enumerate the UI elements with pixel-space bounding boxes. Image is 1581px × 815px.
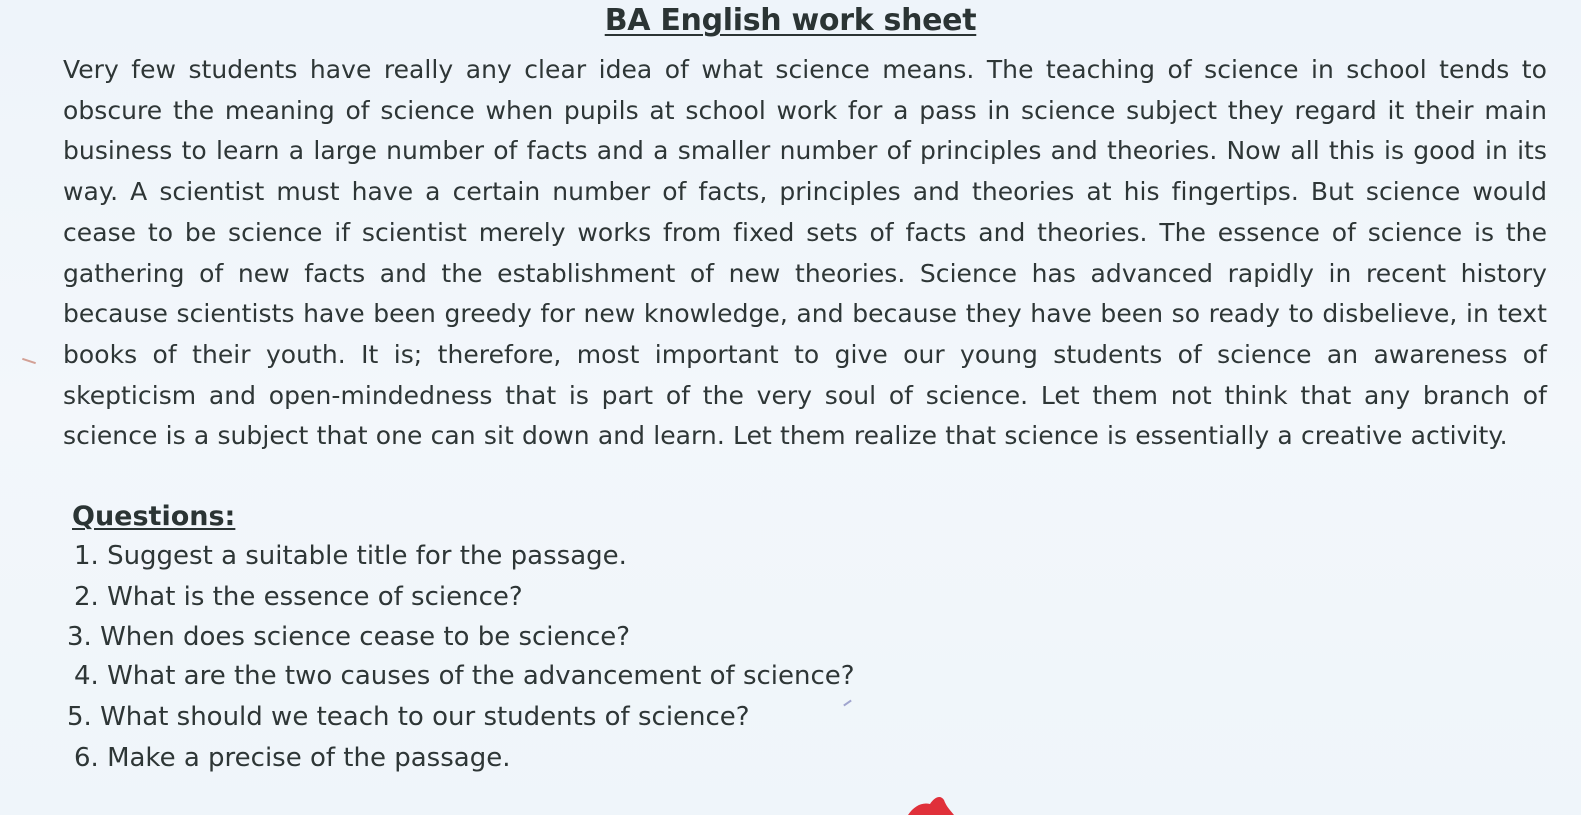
question-item: 3. When does science cease to be science? [67, 622, 631, 652]
reading-passage: Very few students have really any clear idea of what science means. The teaching of science in school tends to obscure the meaning of science when pupils at school work for a pass in science subject they regard it their main business to learn a large number of facts and a smaller number of principles and theories. Now all this is good in its way. A scientist must have a certain number of facts, principles and theories at his fingertips. But science would cease to be science if scientist merely works from fixed sets of facts and theories. The essence of science is the gathering of new facts and the establishment of new theories. Science has advanced rapidly in recent history because scientists have been greedy for new knowledge, and because they have been so ready to disbelieve, in text books of their youth. It is; therefore, most important to give our young students of science an awareness of skepticism and open-mindedness that is part of the very soul of science. Let them not think that any branch of science is a subject that one can sit down and learn. Let them realize that science is essentially a creative activity. [63, 55, 1547, 451]
question-item: 4. What are the two causes of the advancement of science? [74, 661, 855, 691]
question-item: 1. Suggest a suitable title for the passage. [74, 541, 627, 571]
questions-heading: Questions: [72, 501, 236, 532]
question-item: 6. Make a precise of the passage. [74, 743, 511, 773]
pen-mark-left [22, 358, 36, 364]
question-item: 5. What should we teach to our students of science? [67, 702, 750, 732]
worksheet-title: BA English work sheet [604, 3, 977, 38]
pen-tick-mark [843, 700, 852, 707]
red-ink-mark [900, 790, 960, 815]
question-item: 2. What is the essence of science? [74, 582, 523, 612]
